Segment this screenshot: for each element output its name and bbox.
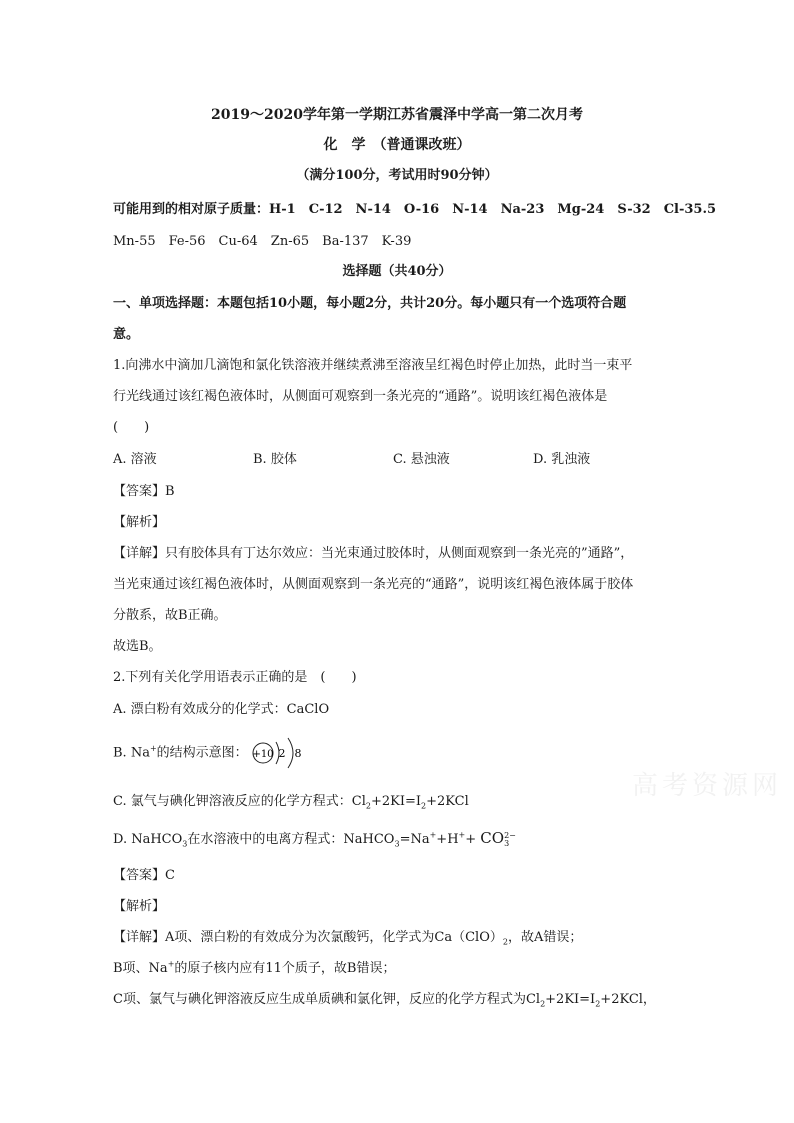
score-time-note: （满分100分，考试用时90分钟） (296, 168, 498, 183)
q2-option-b-suffix: 的结构示意图： (156, 745, 248, 761)
q1-option-c: C. 悬浊液 (393, 452, 450, 467)
q1-option-d: D. 乳浊液 (533, 452, 591, 467)
carbonate-charge-stack (504, 832, 516, 848)
q1-stem-2: 行光线通过该红褐色液体时，从侧面可观察到一条光亮的“通路”。说明该红褐色液体是 (113, 389, 608, 404)
nucleus-charge: +10 (252, 749, 274, 760)
q2-option-d-end3: + (465, 832, 477, 847)
atomic-masses-line1 (113, 198, 716, 217)
q1-option-b: B. 胶体 (253, 452, 297, 467)
exam-title: 2019～2020学年第一学期江苏省震泽中学高一第二次月考 (211, 107, 583, 123)
sup-plus: + (458, 830, 466, 840)
sub-3: 3 (394, 839, 400, 849)
atomic-masses-text: 可能用到的相对原子质量：H-1 C-12 N-14 O-16 N-14 Na-23 Mg-24 S-32 Cl-35.5 (113, 202, 717, 217)
sub-2: 2 (421, 801, 427, 811)
q2-option-c-prefix: C. 氯气与碘化钾溶液反应的化学方程式：Cl (113, 794, 366, 809)
shell-1-electrons: 2 (278, 747, 286, 760)
q2-option-a: A. 漂白粉有效成分的化学式：CaClO (113, 702, 330, 717)
sub-2: 2 (365, 801, 371, 811)
q2-answer: 【答案】C (113, 868, 175, 883)
sub-2: 2 (502, 937, 508, 947)
q2-option-d-end: =Na (399, 832, 430, 847)
subject-title: 化 学 （普通课改班） (323, 137, 471, 153)
q2-detail-c (113, 988, 656, 1007)
q1-conclusion: 故选B。 (113, 639, 162, 654)
section-instruction-2: 意。 (113, 327, 140, 342)
q2-option-d (113, 828, 516, 848)
sup-plus: + (429, 830, 437, 840)
q2-detail-c-end: +2KCl， (600, 992, 656, 1007)
section-title: 选择题（共40分） (342, 264, 452, 279)
q2-detail-a-suffix: ，故A错误； (507, 930, 583, 945)
q2-option-c (113, 790, 469, 809)
q2-option-d-end2: +H (436, 832, 459, 847)
q1-detail-3: 分散系，故B正确。 (113, 608, 227, 623)
q2-detail-a-prefix: 【详解】A项、漂白粉的有效成分为次氯酸钙，化学式为Ca（ClO） (113, 930, 503, 945)
carbonate-formula: CO (480, 829, 505, 847)
q2-option-b (113, 732, 314, 774)
carbonate-subscript: 3 (504, 838, 510, 848)
q2-detail-b-suffix: 的原子核内应有11个质子，故B错误； (174, 961, 396, 976)
q2-option-d-mid: 在水溶液中的电离方程式：NaHCO (187, 832, 395, 847)
sub-2: 2 (595, 999, 601, 1009)
sub-3: 3 (182, 839, 188, 849)
q1-stem-1: 1.向沸水中滴加几滴饱和氯化铁溶液并继续煮沸至溶液呈红褐色时停止加热，此时当一束平 (113, 358, 633, 373)
q2-detail-c-mid: +2KI=I (545, 992, 596, 1007)
sup-plus: + (167, 959, 175, 969)
q1-analysis-label: 【解析】 (113, 515, 166, 530)
section-instruction-1: 一、单项选择题：本题包括10小题，每小题2分，共计20分。每小题只有一个选项符合题 (113, 296, 627, 311)
q2-detail-a (113, 926, 582, 945)
shell-2-electrons: 8 (294, 747, 302, 760)
q1-options (113, 448, 673, 467)
q1-detail-2: 当光束通过该红褐色液体时，从侧面观察到一条光亮的“通路”，说明该红褐色液体属于胶体 (113, 577, 634, 592)
q1-stem-3: ( ) (113, 420, 150, 435)
q1-detail-1: 【详解】只有胶体具有丁达尔效应：当光束通过胶体时，从侧面观察到一条光亮的”通路”， (113, 546, 634, 561)
sub-2: 2 (540, 999, 546, 1009)
q2-option-d-prefix: D. NaHCO (113, 832, 183, 847)
watermark-text: 高考资源网 (632, 771, 783, 801)
q2-option-b-prefix: B. Na (113, 745, 150, 761)
q1-answer: 【答案】B (113, 484, 175, 499)
sup-plus: + (149, 744, 157, 754)
carbonate-charge: 2− (504, 830, 516, 840)
sodium-ion-structure-diagram (252, 732, 314, 774)
q2-option-c-end: +2KCl (426, 794, 469, 809)
q2-detail-b-prefix: B项、Na (113, 961, 168, 976)
shell-arc-2 (288, 738, 293, 768)
atomic-masses-line2: Mn-55 Fe-56 Cu-64 Zn-65 Ba-137 K-39 (113, 234, 412, 249)
q2-analysis-label: 【解析】 (113, 899, 166, 914)
q1-option-a: A. 溶液 (113, 452, 157, 467)
q2-option-c-mid: +2KI=I (370, 794, 421, 809)
q2-detail-b (113, 957, 396, 976)
q2-stem: 2.下列有关化学用语表示正确的是 ( ) (113, 670, 357, 685)
q2-detail-c-prefix: C项、氯气与碘化钾溶液反应生成单质碘和氯化钾，反应的化学方程式为Cl (113, 992, 541, 1007)
